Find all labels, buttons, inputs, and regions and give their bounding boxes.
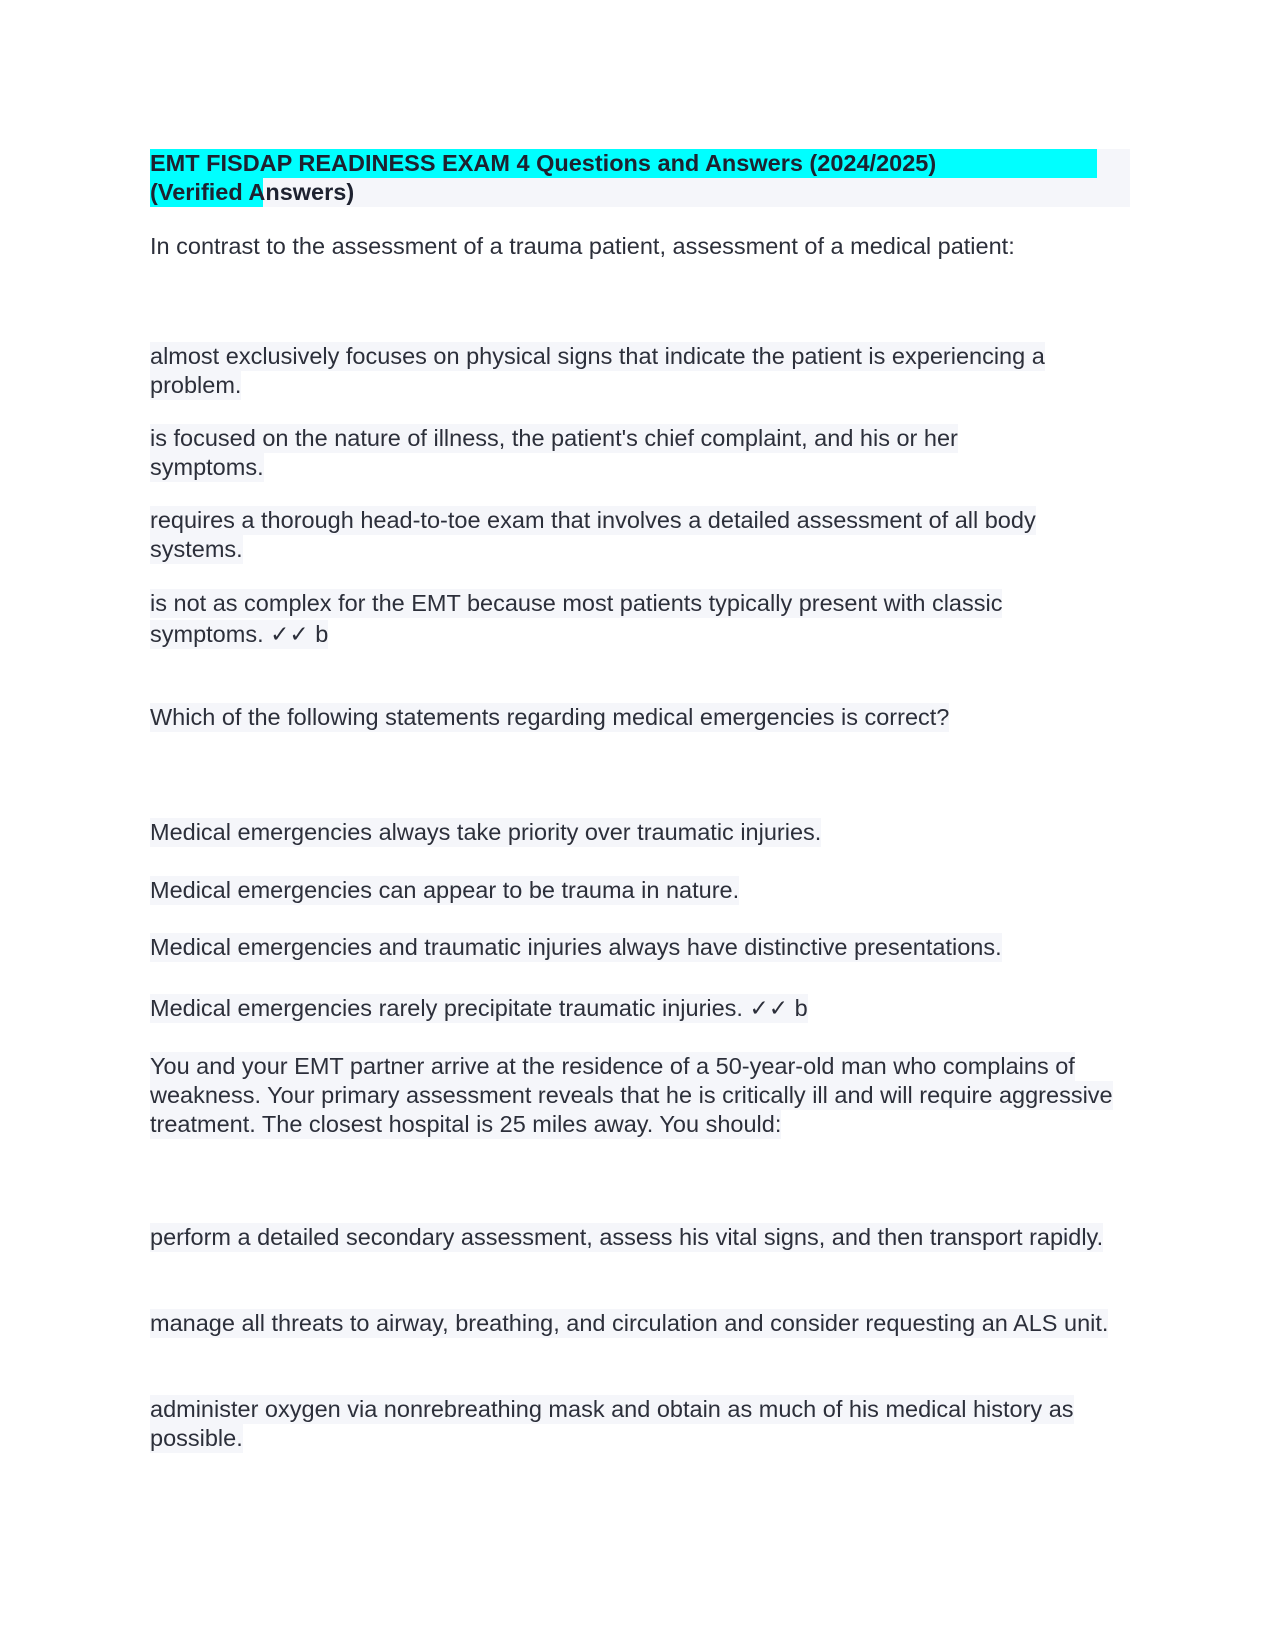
question-2-prompt: Which of the following statements regarding medical emergencies is correct? — [150, 704, 950, 730]
answer-check-icon: ✓✓ — [270, 622, 309, 648]
question-1-option-d: is not as complex for the EMT because most patients typically present with classic symptoms. ✓✓ b — [150, 590, 1003, 648]
document-title — [150, 149, 1130, 207]
question-1-option-b: is focused on the nature of illness, the patient's chief complaint, and his or her symptoms. — [150, 425, 958, 480]
question-1-option-a: almost exclusively focuses on physical signs that indicate the patient is experiencing a problem. — [150, 343, 1045, 398]
question-2-option-d: Medical emergencies rarely precipitate traumatic injuries. ✓✓ b — [150, 995, 808, 1022]
question-3-option-b: manage all threats to airway, breathing, and circulation and consider requesting an ALS unit. — [150, 1310, 1109, 1336]
question-3-option-c: administer oxygen via nonrebreathing mask and obtain as much of his medical history as possible. — [150, 1396, 1074, 1451]
question-3-prompt: You and your EMT partner arrive at the residence of a 50-year-old man who complains of weakness. Your primary assessment reveals that he is critically ill and will require aggressive treatment. The closest hospital is 25 miles away. You should: — [150, 1053, 1113, 1137]
question-1-answer: b — [315, 621, 329, 647]
question-2-answer: b — [794, 995, 808, 1021]
question-2-option-a: Medical emergencies always take priority over traumatic injuries. — [150, 819, 822, 845]
title-line2: (Verified Answers) — [150, 179, 355, 205]
question-1-prompt: In contrast to the assessment of a trauma patient, assessment of a medical patient: — [150, 233, 1015, 259]
title-line1: EMT FISDAP READINESS EXAM 4 Questions and Answers (2024/2025) — [150, 150, 937, 176]
question-3-option-a: perform a detailed secondary assessment, assess his vital signs, and then transport rapidly. — [150, 1224, 1104, 1250]
question-1-option-c: requires a thorough head-to-toe exam that involves a detailed assessment of all body systems. — [150, 507, 1036, 562]
question-2-option-c: Medical emergencies and traumatic injuries always have distinctive presentations. — [150, 934, 1002, 960]
answer-check-icon: ✓✓ — [749, 996, 789, 1022]
question-2-option-b: Medical emergencies can appear to be trauma in nature. — [150, 877, 740, 903]
